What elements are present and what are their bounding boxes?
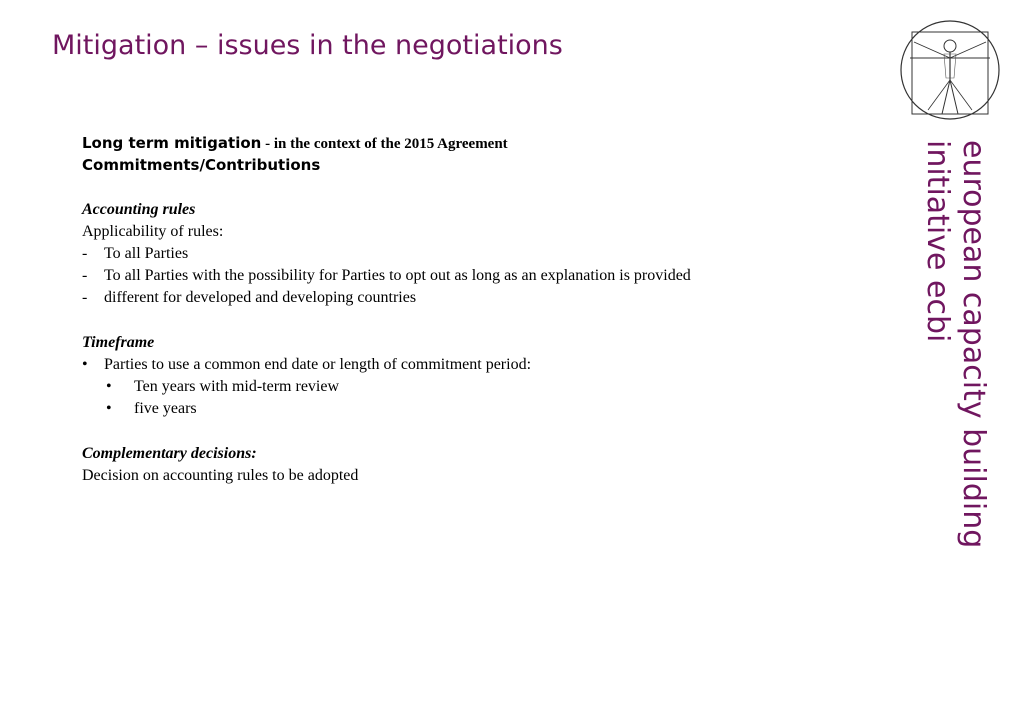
heading-context: - in the context of the 2015 Agreement bbox=[261, 136, 508, 152]
heading-line bbox=[82, 132, 842, 154]
list-item bbox=[82, 287, 842, 309]
dash-marker: - bbox=[82, 289, 88, 307]
page-title: Mitigation – issues in the negotiations bbox=[52, 30, 563, 61]
vitruvian-man-icon bbox=[898, 18, 1002, 122]
list-item-text: Ten years with mid-term review bbox=[134, 378, 340, 396]
list-item bbox=[82, 354, 842, 376]
brand-line-2: initiative ecbi bbox=[920, 140, 955, 343]
list-item bbox=[82, 265, 842, 287]
list-item-text: Parties to use a common end date or length of commitment period: bbox=[104, 355, 532, 373]
timeframe-title: Timeframe bbox=[82, 333, 155, 351]
list-item-text: different for developed and developing countries bbox=[104, 289, 417, 307]
sub-list-item bbox=[82, 398, 842, 420]
list-item bbox=[82, 243, 842, 265]
list-item-text: five years bbox=[134, 400, 197, 418]
bullet-marker: • bbox=[106, 400, 112, 418]
list-item-text: To all Parties bbox=[104, 244, 189, 262]
heading-bold: Long term mitigation bbox=[82, 134, 262, 152]
complementary-title: Complementary decisions: bbox=[82, 444, 257, 462]
accounting-title: Accounting rules bbox=[82, 200, 196, 218]
subheading: Commitments/Contributions bbox=[82, 156, 321, 175]
bullet-marker: • bbox=[106, 378, 112, 396]
complementary-text: Decision on accounting rules to be adopted bbox=[82, 466, 359, 484]
brand-line-1: european capacity building bbox=[956, 140, 991, 549]
accounting-intro: Applicability of rules: bbox=[82, 222, 224, 240]
dash-marker: - bbox=[82, 267, 88, 285]
list-item-text: To all Parties with the possibility for Parties to opt out as long as an explanation is provided bbox=[104, 267, 691, 285]
sub-list-item bbox=[82, 376, 842, 398]
slide-content bbox=[82, 132, 842, 487]
bullet-marker: • bbox=[82, 355, 88, 373]
dash-marker: - bbox=[82, 244, 88, 262]
vertical-brand bbox=[911, 140, 991, 580]
